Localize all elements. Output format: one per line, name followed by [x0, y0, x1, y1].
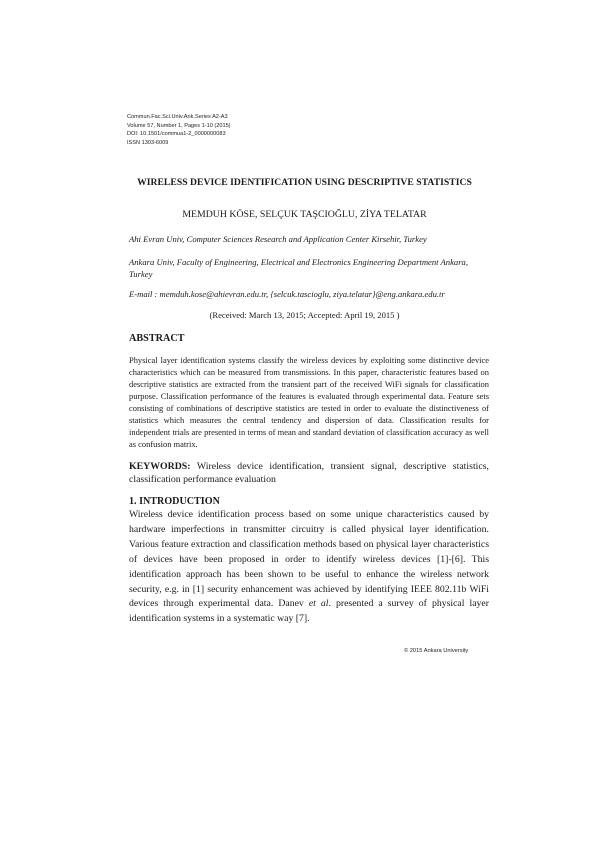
- keywords-label: KEYWORDS:: [129, 461, 191, 472]
- introduction-text-1: Wireless device identification process based on some unique characteristics caused by hardware imperfections in transmitter circuitry is called physical layer identification. Various feature extraction and classification methods based on physical layer characteristics of devices have been proposed in order to identify wireless devices [1]-[6]. This identification approach has been shown to be useful to enhance the wireless network security, e.g. in [1] security enhancement was achieved by identifying IEEE 802.11b WiFi devices through experimental data. Danev: [129, 509, 489, 610]
- section-heading-introduction: 1. INTRODUCTION: [129, 496, 220, 507]
- copyright-notice: © 2015 Ankara University: [404, 648, 469, 654]
- journal-issn: ISSN 1303-6009: [127, 140, 169, 147]
- journal-volume: Volume 57, Number 1, Pages 1-10 (2015): [127, 122, 231, 129]
- paper-title: WIRELESS DEVICE IDENTIFICATION USING DESCRIPTIVE STATISTICS: [137, 177, 472, 188]
- introduction-text-italic: et al: [308, 598, 329, 610]
- affiliation-1: Ahi Evran Univ, Computer Sciences Research and Application Center Kirsehir, Turkey: [129, 234, 427, 244]
- affiliation-2: Ankara Univ, Faculty of Engineering, Electrical and Electronics Engineering Department Ankara, Turkey: [129, 257, 468, 280]
- abstract-heading: ABSTRACT: [129, 333, 185, 344]
- introduction-body: [129, 508, 489, 627]
- journal-doi: DOI: 10.1501/commua1-2_0000000083: [127, 131, 226, 138]
- introduction-text-2: . presented a survey of physical layer identification systems in a systematic way [7].: [129, 598, 489, 625]
- keywords-text: Wireless device identification, transient signal, descriptive statistics, classification performance evaluation: [129, 461, 489, 485]
- abstract-body: Physical layer identification systems classify the wireless devices by exploiting some distinctive device characteristics which can be measured from transmissions. In this paper, characteristic features based on descriptive statistics are extracted from the transient part of the received WiFi signals for classification purpose. Classification performance of the features is evaluated through experimental data. Feature sets consisting of combinations of descriptive statistics are tested in order to evaluate the distinctiveness of statistics which measures the central tendency and dispersion of data. Classification results for independent trials are presented in terms of mean and standard deviation of classification accuracy as well as confusion matrix.: [129, 355, 489, 449]
- author-email: E-mail : memduh.kose@ahievran.edu.tr, {selcuk.tascioglu, ziya.telatar}@eng.ankara.edu.tr: [129, 289, 445, 299]
- journal-name: Commun.Fac.Sci.Univ.Ank.Series A2-A3: [127, 114, 228, 120]
- journal-metadata: [127, 113, 231, 148]
- keywords: [129, 460, 489, 486]
- received-dates: (Received: March 13, 2015; Accepted: April 19, 2015 ): [209, 310, 400, 320]
- paper-authors: MEMDUH KÖSE, SELÇUK TAŞCIOĞLU, ZİYA TELATAR: [182, 209, 427, 220]
